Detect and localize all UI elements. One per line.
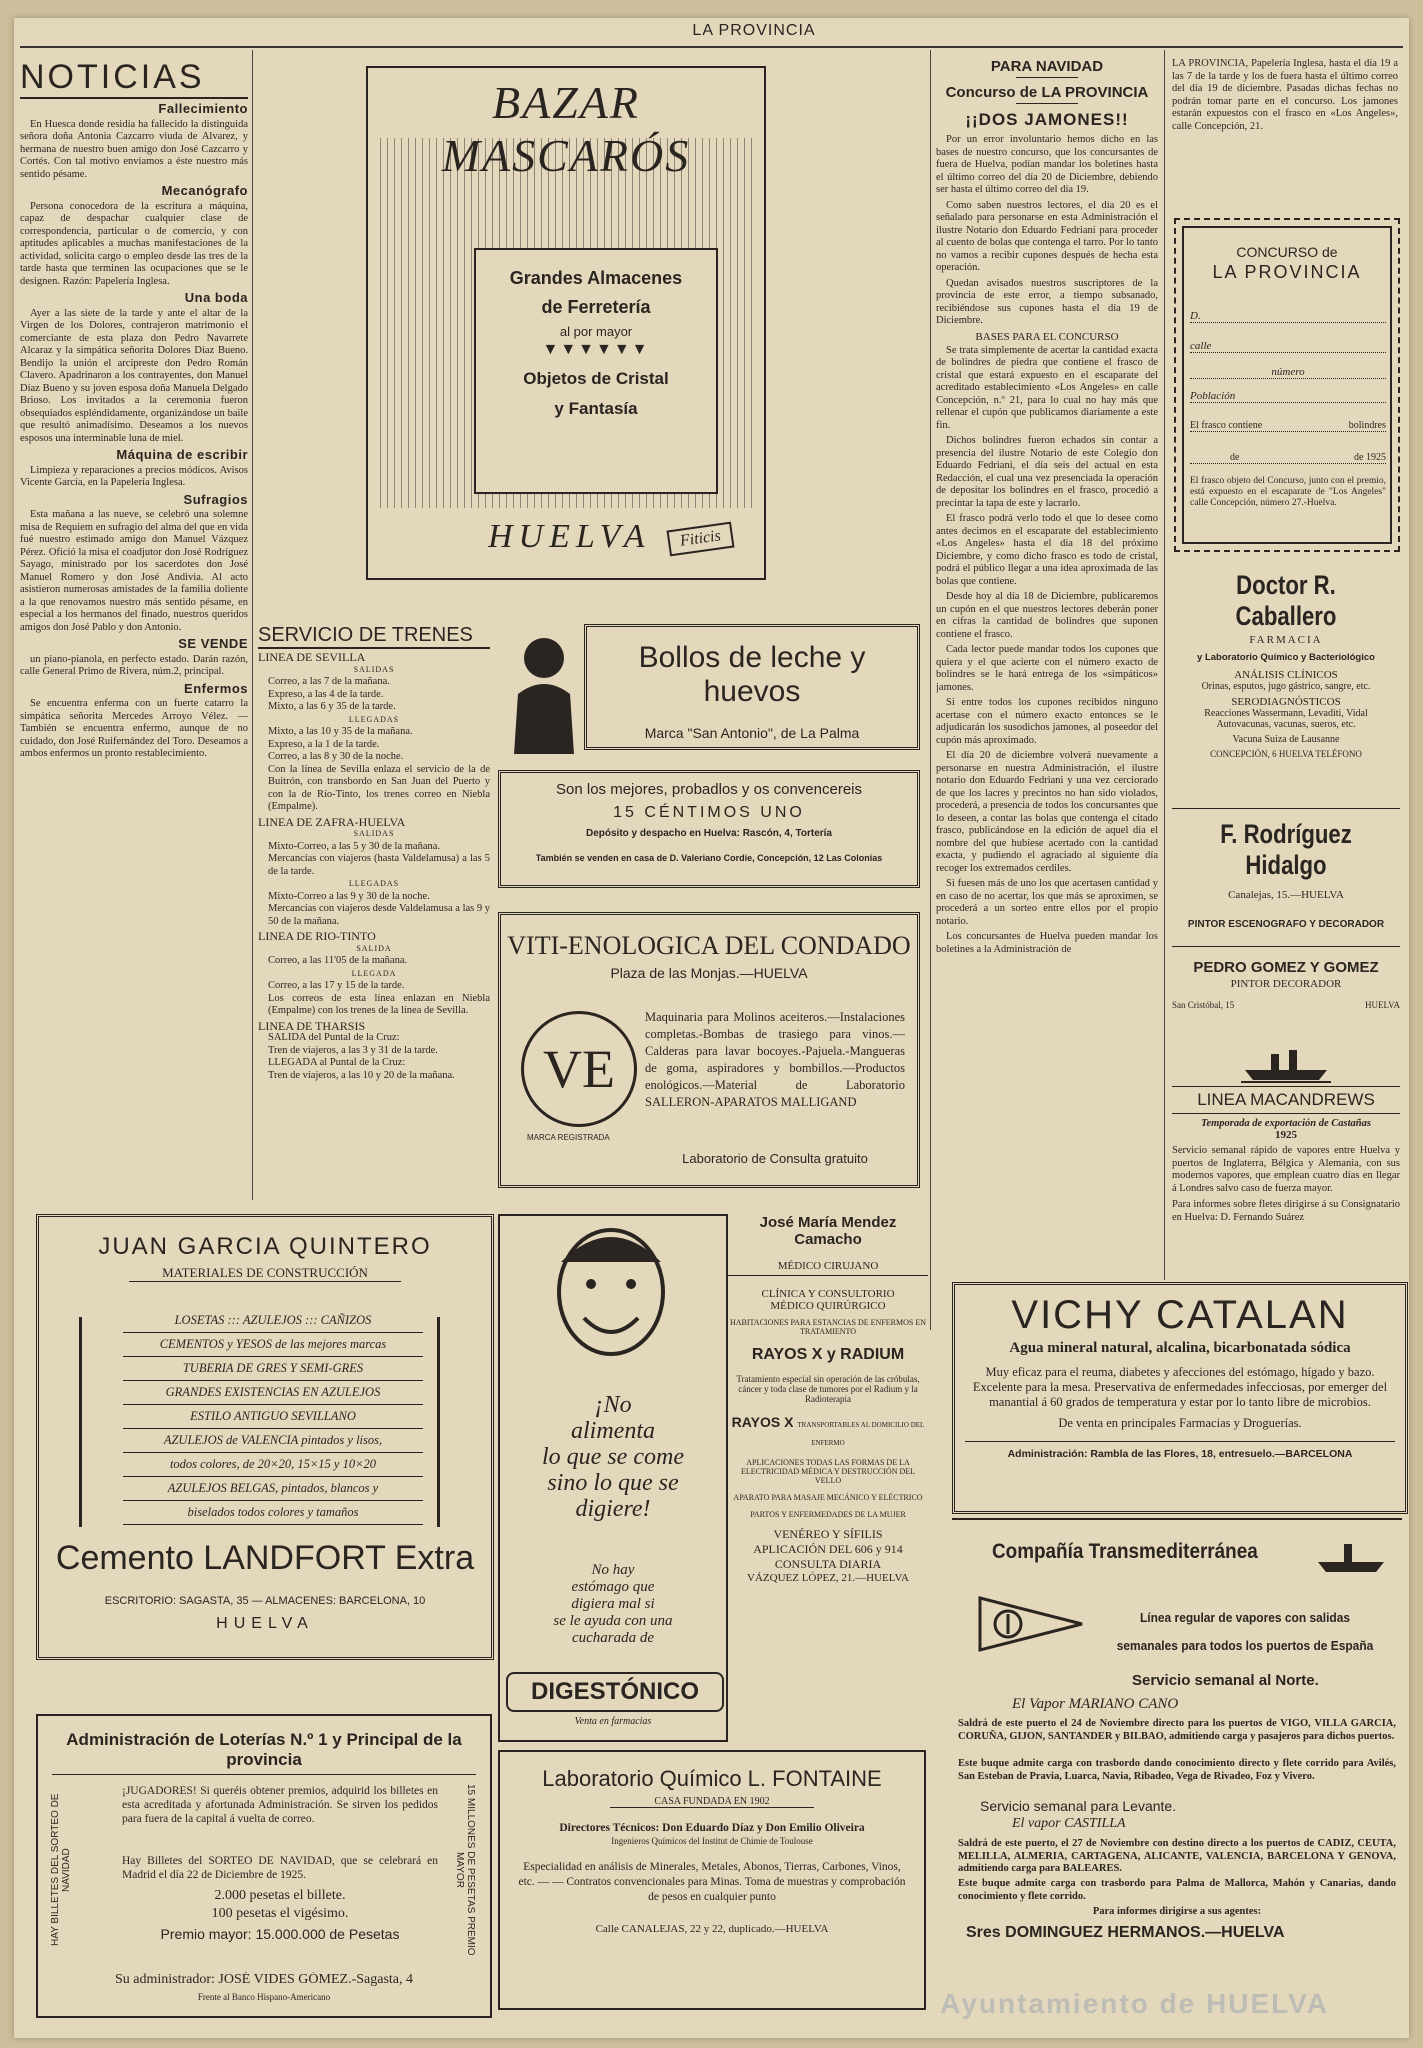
coupon-de-label: de	[1230, 452, 1240, 463]
concurso-coupon	[1174, 218, 1400, 552]
loterias-left: HAY BILLETES DEL SORTEO DE NAVIDAD	[50, 1793, 72, 1947]
mendez-rayos: RAYOS X y RADIUM	[751, 1346, 905, 1363]
loterias-admin: Su administrador: JOSÉ VIDES GÓMEZ.-Sagasta, 4	[115, 1972, 413, 1987]
noticia-text: Limpieza y reparaciones a precios módicos. Avisos Vicente García, en la Papelería Inglesa.	[20, 464, 248, 488]
coupon-title1: CONCURSO de	[1236, 244, 1338, 260]
coupon-note: El frasco objeto del Concurso, junto con el premio, está expuesto en el escaparate de "Los Angeles" calle Concepción, número 27.-Huelva.	[1190, 476, 1386, 508]
quintero-line: LOSETAS ::: AZULEJOS ::: CAÑIZOS	[123, 1309, 423, 1333]
noticia-text: Persona conocedora de la escritura a máquina, capaz de despachar cualquier clase de correspondencia, particular o de comercio, y con aptitudes aplicables a muchas manifestaciones de la actividad, solicita cargo o empleo desde las tres de la tarde hasta que terminen las ocupaciones que se le designen. Razón: Papelería Inglesa.	[20, 200, 248, 287]
digestonico-tagline	[510, 1562, 716, 1647]
bollos-price: 15 CÉNTIMOS UNO	[613, 804, 805, 821]
coupon-year-label: de 1925	[1354, 452, 1386, 463]
transmed-info: Para informes dirigirse a sus agentes:	[1092, 1906, 1262, 1917]
quintero-sub: MATERIALES DE CONSTRUCCIÓN	[129, 1265, 401, 1282]
caballero-a7: CONCEPCIÓN, 6 HUELVA TELÉFONO	[1210, 749, 1362, 759]
viti-body: Maquinaria para Molinos aceiteros.—Instalaciones completas.-Bombas de trasiego para vinos.—Calderas para lavar bocoyes.-Pajuela.-Mangueras de goma, aspiradores y bombillos.—Productos enológicos.—Material de Laboratorio SALLERON-APARATOS MALLIGAND	[645, 1010, 905, 1109]
steamship-icon	[1172, 1040, 1400, 1086]
quintero-lines	[123, 1309, 423, 1525]
trenes-line-entry: Tren de viajeros, a las 10 y 20 de la mañana.	[268, 1069, 455, 1081]
mendez-l5: APLICACIONES TODAS LAS FORMAS DE LA ELECTRICIDAD MÉDICA Y DESTRUCCIÓN DEL VELLO	[740, 1458, 916, 1485]
viti-logo-icon: VE	[521, 1011, 637, 1127]
bollos-also: También se venden en casa de D. Valeriano Cordie, Concepción, 12 Las Colonias	[535, 853, 883, 863]
noticia-heading: Una boda	[184, 290, 248, 305]
caballero-lab: y Laboratorio Químico y Bacteriológico	[1197, 652, 1375, 663]
loterias-near: Frente al Banco Hispano-Americano	[197, 1992, 331, 2002]
trenes-line-entry: SALIDAS	[353, 829, 395, 838]
trenes-line-entry: SALIDA del Puntal de la Cruz:	[268, 1032, 400, 1043]
hidalgo-name: F. Rodríguez Hidalgo	[1220, 819, 1352, 880]
quintero-line: ESTILO ANTIGUO SEVILLANO	[123, 1405, 423, 1429]
quintero-line: CEMENTOS y YESOS de las mejores marcas	[123, 1333, 423, 1357]
mendez-title: MÉDICO CIRUJANO	[777, 1260, 879, 1272]
quintero-line: todos colores, de 20×20, 15×15 y 10×20	[123, 1453, 423, 1477]
bazar-line1: Grandes Almacenes	[509, 268, 683, 288]
fontaine-founded: CASA FUNDADA EN 1902	[610, 1796, 814, 1808]
vichy-title: VICHY CATALAN	[1011, 1293, 1349, 1337]
trenes-title: SERVICIO DE TRENES	[258, 624, 490, 649]
navidad-bases-paragraph: El día 20 de diciembre volverá nuevamente a personarse en nuestra Administración, el ilustre notario don Eduardo Fedriani y una vez cerciorado de que los lacres y precintos no han sido violados, procederá, a presencia de todos los concursantes que lo deseen, a contar las bolas que contenga el citado frasco, publicándose en la edición de aquel día el nombre del que hubiese acertado con la cantidad exacta, y pudiendo el agraciado al siguiente día recoger los extremados cerdiles.	[936, 750, 1158, 874]
header-rule	[20, 46, 1403, 48]
trenes-line-entry: Tren de viajeros, a las 3 y 31 de la tarde.	[268, 1044, 438, 1056]
masthead: LA PROVINCIA	[692, 22, 816, 39]
trenes-line-entry: Mixto, a las 10 y 35 de la mañana.	[268, 726, 413, 737]
vichy-admin: Administración: Rambla de las Flores, 18, entresuelo.—BARCELONA	[965, 1441, 1395, 1460]
bazar-city: HUELVA	[488, 518, 651, 555]
quintero-line: TUBERIA DE GRES Y SEMI-GRES	[123, 1357, 423, 1381]
transmed-agent: Sres DOMINGUEZ HERMANOS.—HUELVA	[966, 1924, 1285, 1941]
caballero-a1: ANÁLISIS CLÍNICOS	[1234, 669, 1338, 681]
trenes-line-entry: Correo, a las 7 de la mañana.	[268, 676, 390, 687]
trenes-line-entry: LLEGADAS	[348, 714, 400, 724]
caballero-a2: Orinas, esputos, jugo gástrico, sangre, etc.	[1201, 681, 1371, 692]
macandrews-info: Para informes sobre fletes dirigirse á su Consignatario en Huelva: D. Fernando Suárez	[1172, 1199, 1400, 1223]
fontaine-title: Laboratorio Químico L. FONTAINE	[542, 1766, 882, 1791]
bollos-title: Bollos de leche y huevos	[638, 641, 866, 708]
loterias-p2: 100 pesetas el vigésimo.	[211, 1906, 349, 1921]
bazar-mascaros-ad	[366, 66, 766, 580]
coupon-field-d[interactable]: D.	[1190, 310, 1386, 323]
caballero-ad	[1172, 570, 1400, 780]
trenes-line-entry: Los correos de esta línea enlazan en Niebla (Empalme) con los trenes de la línea de Sevilla.	[268, 992, 490, 1016]
navidad-paragraph: Por un error involuntario hemos dicho en las bases de nuestro concurso, que los concursantes de fuera de Huelva, podían mandar los boletines hasta el último correo del día 20 de Diciembre, debiendo ser hasta el último correo del día 19.	[936, 134, 1158, 195]
navidad-bases-paragraph: Si fuesen más de uno los que acertasen cantidad y en caso de no acertar, los que más se aproximen, se procederá a un sorteo entre ellos por el propio notario.	[936, 878, 1158, 927]
digestonico-q6: No hay	[591, 1562, 635, 1578]
transmed-b1: Saldrá de este puerto el 24 de Noviembre directo para los puertos de VIGO, VILLA GARCIA, CORUÑA, GIJON, SANTANDER y BILBAO, admitiendo carga y pasajeros para dichos puertos.	[958, 1718, 1396, 1742]
transmed-title: Compañía Transmediterránea	[992, 1540, 1258, 1563]
navidad-bases-paragraph: El frasco podrá verlo todo el que lo desee como antes decimos en el escaparate del establecimiento «Los Angeles» hasta el día 18 del próximo Diciembre, y como dicho frasco es todo de cristal, podrá el público llegar a una idea aproximada de las bolas que contiene.	[936, 513, 1158, 587]
mendez-l6: APARATO PARA MASAJE MECÁNICO Y ELÉCTRICO	[733, 1493, 923, 1502]
caballero-name: Doctor R. Caballero	[1235, 570, 1337, 631]
child-figure-icon	[508, 634, 580, 764]
gomez-addr: San Cristóbal, 15	[1172, 1000, 1235, 1010]
coupon-field-calle[interactable]: calle	[1190, 340, 1386, 353]
gomez-ad	[1172, 946, 1400, 1037]
loterias-ad	[36, 1714, 492, 2018]
trenes-line-heading: LINEA DE ZAFRA-HUELVA	[258, 814, 406, 829]
navidad-bases-paragraph: Desde hoy al día 18 de Diciembre, publicaremos un cupón en el que nuestros lectores deberán poner en cifras la cantidad de bolindres que suponen contiene el frasco.	[936, 591, 1158, 640]
digestonico-q10: cucharada de	[571, 1630, 655, 1646]
mendez-rayos2-row	[728, 1414, 928, 1450]
fontaine-dirs2: Ingenieros Químicos del Institut de Chimie de Toulouse	[611, 1836, 813, 1846]
bollos-deposit: Depósito y despacho en Huelva: Rascón, 4, Tortería	[586, 828, 832, 839]
viti-mark: MARCA REGISTRADA	[527, 1133, 610, 1142]
transmed-b4: Este buque admite carga con trasbordo para Palma de Mallorca, Mahón y Canarias, dando conocimiento y flete corrido.	[958, 1878, 1396, 1902]
column-ornament-icon	[79, 1317, 92, 1527]
macandrews-body: Servicio semanal rápido de vapores entre Huelva y puertos de Inglaterra, Bélgica y Alemania, con sus modernos vapores, que emplean cuatro días en llegar á Londres salvo caso de fuerza mayor.	[1172, 1145, 1400, 1194]
mendez-name: José María Mendez Camacho	[759, 1214, 897, 1248]
transmed-vapor1: El Vapor MARIANO CANO	[1012, 1696, 1179, 1712]
navidad-paragraph: Quedan avisados nuestros suscriptores de la provincia de este error, a tiempo subsanado, recibiéndose sus cupones hasta el día 19 de Diciembre.	[936, 277, 1158, 326]
caballero-a3: SERODIAGNÓSTICOS	[1231, 696, 1341, 708]
navidad-bases-head: BASES PARA EL CONCURSO	[975, 330, 1119, 343]
transmed-levante: Servicio semanal para Levante.	[980, 1798, 1177, 1814]
noticias-items	[20, 103, 248, 761]
mendez-l4: Tratamiento especial sin operación de las cróbulas, cáncer y toda clase de tumores por el Radium y la Radioterapia	[736, 1374, 920, 1404]
quintero-office: ESCRITORIO: SAGASTA, 35 — ALMACENES: BARCELONA, 10	[104, 1595, 426, 1607]
loterias-p1: 2.000 pesetas el billete.	[214, 1888, 346, 1903]
trenes-line-entry: Mercancías con viajeros (hasta Valdelamusa) a las 5 de la tarde.	[268, 853, 490, 877]
ship-icon	[1316, 1534, 1386, 1579]
gomez-name: PEDRO GOMEZ Y GOMEZ	[1193, 959, 1379, 976]
navidad-paras	[936, 134, 1158, 328]
coupon-field-numero[interactable]: número	[1190, 366, 1386, 379]
navidad-bases-paragraph: Dichos bolindres fueron echados sin contar a presencia del ilustre Notario de este Colegio don Eduardo Fedriani, el día seis del actual en esta Redacción, el cual una vez presenciada la operación de depositar los bolindres en el frasco, procedió a precintar la tapa de este y lacrarlo.	[936, 435, 1158, 509]
mendez-l11: VÁZQUEZ LÓPEZ, 21.—HUELVA	[747, 1572, 909, 1584]
smiling-man-icon	[546, 1222, 676, 1372]
noticia-text: Esta mañana a las nueve, se celebró una solemne misa de Requiem en sufragio del alma del que en vida fué nuestro estimado amigo don Manuel Vázquez Pérez. Ofició la misa el coadjutor don José Rodríguez Sayago, ministrado por los sacerdotes don José Manuel Romero y don José Andivia. Al acto asistieron numerosas amistades de la familia doliente a la que renovamos nuestro más sentido pésame, en especial a los hermanos del finado, nuestros queridos amigos don José Pablo y don Antonio.	[20, 509, 248, 633]
navidad-bases-paragraph: Cada lector puede mandar todos los cupones que quiera y el que acierte con el número exacto de bolindres se le hará entrega de los «simpáticos» jamones.	[936, 644, 1158, 693]
macandrews-year: 1925	[1275, 1129, 1297, 1141]
navidad-title: Concurso de LA PROVINCIA	[945, 84, 1149, 101]
fontaine-ad	[498, 1750, 926, 2010]
caballero-a4: Reacciones Wassermann, Levaditi, Vidal	[1204, 708, 1368, 719]
column-rule	[930, 50, 931, 1330]
quintero-name: JUAN GARCIA QUINTERO	[98, 1233, 432, 1260]
gomez-address-row	[1172, 1000, 1400, 1010]
trenes-line-entry: Con la línea de Sevilla enlaza el servicio de la de Buitrón, con transbordo en San Juan del Puerto y con la de Río-Tinto, los trenes correo en Niebla (Empalme).	[268, 763, 490, 812]
navidad-bases-paragraph: Los concursantes de Huelva pueden mandar los boletines a la Administración de	[936, 931, 1158, 955]
viti-enologica-ad	[498, 912, 920, 1188]
digestonico-quote4: sino lo que se	[547, 1470, 679, 1496]
quintero-cement: Cemento LANDFORT Extra	[55, 1539, 475, 1577]
bollos-ad	[498, 624, 922, 892]
trenes-line-heading: LINEA DE RIO-TINTO	[258, 929, 376, 943]
navidad-bases-paragraph: Si entre todos los cupones recibidos ninguno acertase con el número exacto entonces se le adjudicarán los susodichos jamones, al poseedor del cupón más aproximado.	[936, 697, 1158, 746]
coupon-title2: LA PROVINCIA	[1212, 262, 1362, 282]
loterias-p3: Premio mayor: 15.000.000 de Pesetas	[160, 1926, 400, 1942]
noticia-text: Ayer a las siete de la tarde y ante el altar de la Virgen de los Dolores, contrajeron matrimonio el comerciante de esta plaza don Pedro Navarrete Alcaraz y la simpática señorita Dolores Díaz Bueno. Bendijo la unión el arcipreste don Pedro Román Clavero. Apadrinaron a los contrayentes, don Manuel Díaz Bueno y su joven esposa doña Manuela Delgado Brioso. Los invitados a la ceremonia fueron obsequiados espléndidamente, organizándose un baile que resultó animadísimo. Deseamos a los nuevos esposos una interminable luna de miel.	[20, 307, 248, 444]
trenes-line-entry: SALIDAS	[353, 664, 395, 674]
mendez-rayos2: RAYOS X	[731, 1414, 794, 1430]
vichy-ad	[952, 1282, 1408, 1514]
coupon-field-frasco[interactable]	[1190, 420, 1386, 432]
caballero-a5: Autovacunas, vacunas, sueros, etc.	[1216, 719, 1356, 730]
bollos-brand: Marca "San Antonio", de La Palma	[644, 725, 860, 741]
noticia-heading: Máquina de escribir	[116, 447, 248, 462]
noticia-text: un piano-pianola, en perfecto estado. Darán razón, calle General Primo de Rivera, núm.2, principal.	[20, 653, 248, 677]
trenes-line-entry: SALIDA	[356, 943, 392, 953]
trenes-line-entry: LLEGADA	[351, 968, 397, 978]
archive-watermark: Ayuntamiento de HUELVA	[940, 1988, 1329, 2019]
bazar-line4: Objetos de Cristal	[523, 369, 669, 388]
fontaine-body: Especialidad en análisis de Minerales, Metales, Abonos, Tierras, Carbones, Vinos, etc. — — Contratos convencionales para Minas. Toma de muestras y comprobación de pesos en cualquier punto	[518, 1861, 906, 1903]
trenes-line-entry: Correo, a las 11'05 de la mañana.	[268, 955, 408, 966]
digestonico-quote	[510, 1392, 716, 1522]
noticia-heading: Enfermos	[184, 680, 248, 696]
bazar-line3: al por mayor	[559, 324, 633, 339]
transmed-line: Línea regular de vapores con salidas semanales para todos los puertos de España	[1116, 1610, 1374, 1653]
bollos-slogan: Son los mejores, probadlos y os convencereis	[556, 781, 862, 798]
navidad-kicker: PARA NAVIDAD	[990, 58, 1104, 75]
navidad-paragraph: Como saben nuestros lectores, el día 20 es el señalado para personarse en esta Administración el ilustre Notario don Eduardo Fedriani para proceder al cuento de bolas que contenga el tarro. Por lo tanto no vamos a recibir cupones después de hecha esta operación.	[936, 199, 1158, 273]
coupon-field-fecha[interactable]	[1190, 452, 1386, 464]
bazar-sign: Fiticis	[667, 522, 735, 557]
trenes-schedule	[258, 624, 490, 1184]
digestonico-ad	[498, 1214, 728, 1742]
trenes-line-entry: Mixto, a las 6 y 35 de la tarde.	[268, 701, 396, 712]
trenes-line-entry: Correo, a las 17 y 15 de la tarde.	[268, 980, 405, 991]
coupon-field-poblacion[interactable]: Población	[1190, 390, 1386, 403]
bazar-line5: y Fantasía	[554, 399, 638, 418]
mendez-l8: VENÉREO Y SÍFILIS	[773, 1527, 883, 1541]
digestonico-quote1: ¡No	[594, 1392, 632, 1418]
digestonico-quote3: lo que se come	[542, 1444, 684, 1470]
digestonico-q9: se le ayuda con una	[553, 1613, 673, 1629]
mendez-rayos2b: TRANSPORTABLES AL DOMICILIO DEL ENFERMO	[797, 1421, 925, 1447]
bazar-title: BAZAR MASCARÓS	[441, 77, 691, 181]
vichy-sub: Agua mineral natural, alcalina, bicarbonatada sódica	[1009, 1340, 1351, 1356]
trenes-line-entry: Mixto-Correo, a las 5 y 30 de la mañana.	[268, 840, 441, 852]
fontaine-dirs: Directores Técnicos: Don Eduardo Díaz y Don Emilio Oliveira	[559, 1822, 865, 1834]
macandrews-season: Temporada de exportación de Castañas	[1201, 1118, 1371, 1129]
mendez-l9: APLICACIÓN DEL 606 y 914	[753, 1542, 903, 1556]
caballero-sub: FARMACIA	[1249, 634, 1323, 646]
viti-title: VITI-ENOLOGICA DEL CONDADO	[507, 931, 911, 960]
quintero-city: HUELVA	[216, 1615, 314, 1632]
hidalgo-ad	[1172, 808, 1400, 939]
noticia-heading: SE VENDE	[178, 636, 248, 651]
loterias-right: 15 MILLONES DE PESETAS PREMIO MAYOR	[454, 1784, 476, 1956]
noticias-title: NOTICIAS	[20, 58, 248, 99]
noticia-heading: Mecanógrafo	[161, 183, 248, 198]
noticia-text: Se encuentra enferma con un fuerte catarro la simpática señorita Mercedes Arroyo Vélez. —También se encuentra enfermo, aunque de no cuidado, don José Ruifernández del Toro. Deseamos a ambos enfermos un pronto restablecimiento.	[20, 698, 248, 759]
navidad-continued: LA PROVINCIA, Papelería Inglesa, hasta el día 19 a las 7 de la tarde y los de fuera hasta el último correo del día 19 de diciembre. Pasadas dichas fechas no podrán tomar parte en el concurso. Los jamones estarán expuestos con el frasco en «Los Angeles», calle Concepción, 21.	[1172, 58, 1398, 132]
trenes-line-entry: Expreso, a las 4 de la tarde.	[268, 688, 384, 700]
trenes-line-heading: LINEA DE SEVILLA	[258, 650, 366, 664]
trenes-line-entry: Correo, a las 8 y 30 de la noche.	[268, 751, 404, 762]
digestonico-sold: Venta en farmacias	[574, 1716, 652, 1727]
transmed-b3: Saldrá de este puerto, el 27 de Noviembre con destino directo a los puertos de CADIZ, CEUTA, MELILLA, ALMERIA, CARTAGENA, ALICANTE, VALENCIA, BARCELONA Y GENOVA, admitiendo carga para BALEARES.	[958, 1838, 1396, 1874]
noticia-text: En Huesca donde residía ha fallecido la distinguida señora doña Antonia Cazcarro viuda de Alvarez, y hermana de nuestro buen amigo don José Cazcarro y Cortés. Con tal motivo enviamos a éste nuestro más sentido pésame.	[20, 118, 248, 180]
mendez-l1: CLÍNICA Y CONSULTORIO	[761, 1288, 895, 1300]
mendez-ad	[728, 1214, 928, 1738]
diamond-row-icon: ▼▼▼▼▼▼	[542, 341, 650, 358]
navidad-subtitle: ¡¡DOS JAMONES!!	[965, 110, 1129, 129]
vichy-sale: De venta en principales Farmacias y Droguerías.	[1058, 1416, 1302, 1430]
digestonico-quote2: alimenta	[571, 1418, 655, 1444]
trenes-line-entry: LLEGADAS	[348, 879, 400, 888]
digestonico-q8: digiera mal si	[571, 1596, 655, 1612]
newspaper-page	[14, 18, 1409, 2038]
loterias-title: Administración de Loterías N.º 1 y Principal de la provincia	[52, 1730, 476, 1775]
mendez-l7: PARTOS Y ENFERMEDADES DE LA MUJER	[750, 1510, 906, 1519]
bazar-line2: de Ferretería	[541, 297, 651, 317]
coupon-frasco-label: El frasco contiene	[1190, 420, 1263, 431]
gomez-city: HUELVA	[1364, 1000, 1400, 1010]
transmed-vapor2: El vapor CASTILLA	[1012, 1816, 1126, 1831]
noticias-column	[20, 58, 248, 1188]
digestonico-quote5: digiere!	[575, 1496, 651, 1522]
trenes-line-heading: LINEA DE THARSIS	[258, 1018, 366, 1033]
viti-address: Plaza de las Monjas.—HUELVA	[610, 965, 808, 981]
transmed-ad	[952, 1518, 1402, 2020]
transmed-b2: Este buque admite carga con trasbordo dando conocimiento directo y flete corrido para Avilés, San Esteban de Pravia, Luarca, Navia, Ribadeo, Vega de Rivadeo, Foz y Vivero.	[958, 1758, 1396, 1782]
quintero-line: GRANDES EXISTENCIAS EN AZULEJOS	[123, 1381, 423, 1405]
viti-footer: Laboratorio de Consulta gratuito	[682, 1151, 868, 1166]
bollos-header-box	[584, 624, 920, 750]
quintero-line: AZULEJOS de VALENCIA pintados y lisos,	[123, 1429, 423, 1453]
loterias-body: ¡JUGADORES! Si queréis obtener premios, adquirid los billetes en esta acreditada y afortunada Administración. Se sirven los pedidos para fuera de la capital á vuelta de correo.	[122, 1785, 438, 1825]
quintero-ad	[36, 1214, 494, 1660]
hidalgo-addr: Canalejas, 15.—HUELVA	[1228, 889, 1344, 901]
column-ornament-icon	[437, 1317, 450, 1527]
navidad-bases	[936, 345, 1158, 957]
macandrews-title: LINEA MACANDREWS	[1172, 1086, 1400, 1114]
caballero-a6: Vacuna Suiza de Lausanne	[1232, 734, 1340, 745]
trenes-line-entry: Mixto-Correo a las 9 y 30 de la noche.	[268, 890, 430, 902]
mendez-l10: CONSULTA DIARIA	[774, 1557, 882, 1571]
digestonico-q7: estómago que	[571, 1579, 655, 1595]
mendez-l2: MÉDICO QUIRÚRGICO	[770, 1300, 886, 1312]
bollos-body-box	[498, 770, 920, 888]
quintero-line: AZULEJOS BELGAS, pintados, blancos y	[123, 1477, 423, 1501]
trenes-sections	[258, 651, 490, 1082]
bazar-inner-box	[474, 248, 718, 494]
navidad-bases-paragraph: Se trata simplemente de acertar la cantidad exacta de bolindres de piedra que contiene el frasco de cristal que estará expuesto en el escaparate del acreditado establecimiento «Los Angeles» en calle Concepción, n.º 21, para lo cual no hay más que rellenar el cupón que publicamos diariamente a este fin.	[936, 344, 1158, 431]
loterias-body2: Hay Billetes del SORTEO DE NAVIDAD, que se celebrará en Madrid el día 22 de Diciembre de 1925.	[122, 1855, 438, 1881]
macandrews-ad	[1172, 1040, 1400, 1260]
noticia-heading: Fallecimiento	[158, 101, 248, 116]
company-flag-icon	[976, 1594, 1086, 1659]
hidalgo-trade: PINTOR ESCENOGRAFO Y DECORADOR	[1187, 919, 1385, 930]
trenes-line-entry: Expreso, a la 1 de la tarde.	[268, 738, 380, 750]
mendez-l3: HABITACIONES PARA ESTANCIAS DE ENFERMOS EN TRATAMIENTO	[730, 1318, 926, 1336]
navidad-column	[936, 58, 1158, 1308]
trenes-line-entry: LLEGADA al Puntal de la Cruz:	[268, 1057, 406, 1068]
gomez-trade: PINTOR DECORADOR	[1230, 978, 1342, 990]
transmed-norte: Servicio semanal al Norte.	[1132, 1672, 1319, 1689]
vichy-body: Muy eficaz para el reuma, diabetes y afecciones del estómago, hígado y bazo. Excelente para la mesa. Preservativa de enfermedades infecciosas, por emerger del manantial á 60 grados de temperatura y estar por lo tanto libre de microbios.	[972, 1365, 1388, 1409]
fontaine-addr: Calle CANALEJAS, 22 y 22, duplicado.—HUELVA	[595, 1923, 829, 1935]
digestonico-brand: DIGESTÓNICO	[506, 1672, 724, 1712]
noticia-heading: Sufragios	[183, 491, 248, 507]
column-rule	[1164, 50, 1165, 1280]
trenes-line-entry: Mercancías con viajeros desde Valdelamusa a las 9 y 50 de la mañana.	[268, 903, 490, 927]
coupon-bolindres-label: bolindres	[1348, 420, 1386, 431]
column-rule	[252, 50, 253, 1200]
quintero-line: biselados todos colores y tamaños	[123, 1501, 423, 1525]
